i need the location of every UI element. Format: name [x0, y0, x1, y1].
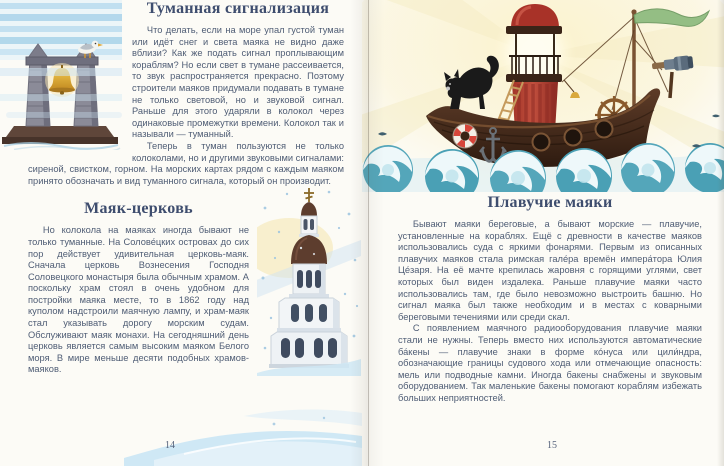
paragraph-floating-2: С появлением маячного радиооборудования плавучие маяки стали не нужны. Теперь вместо них используются автоматические ба́кены — плавучие знаки в форме ко́нуса или цили́ндра, обозначающие границы судового хода или отмечающие опасность: мель или подводные камни. Иногда бакены снабжены и звуковым оборудованием. Так маленькие бакены помогают кораблям избежать больших неприятностей.: [398, 323, 702, 403]
church-lighthouse-illustration: [257, 186, 361, 376]
church-drum: [289, 264, 329, 298]
section-title-church-lighthouse: Маяк-церковь: [84, 200, 193, 218]
porthole: [533, 134, 550, 151]
page-number-left: 14: [165, 440, 175, 451]
lantern-cupola: [299, 202, 319, 237]
monument-base: [6, 126, 114, 137]
page-right: [362, 0, 724, 466]
church-mid-tier: [277, 298, 341, 332]
water-lines: [4, 143, 120, 150]
lifebuoy: [453, 124, 477, 148]
paragraph-fog-2: Теперь в туман пользуются не только колоколами, но и другими звуковыми сигналами: сиреной, свистком, горном. На морских картах рядом с каждым маяком принято обозначать и вид туманного сигнала, который он производит.: [28, 140, 344, 186]
lightship-illustration: [362, 0, 724, 192]
church-lower-tier: [269, 332, 349, 368]
section-church: [28, 200, 344, 376]
porthole: [565, 129, 582, 146]
fog-bands: [0, 0, 122, 60]
page-number-right: 15: [547, 440, 557, 451]
section-title-floating-lighthouses: Плавучие маяки: [487, 194, 613, 211]
left-page-content: [0, 0, 362, 376]
section-title-fog-signaling: Туманная сигнализация: [146, 0, 330, 17]
paragraph-fog-1: Что делать, если на море упал густой туман или идёт снег и света маяка не видно даже вблизи? Как же подать сигнал проплывающим кораблям? Но если свет в тумане рассеивается, то звук распространяется прекрасно. Поэтому строители маяков придумали подавать в тумане не только световой, но и звуковой сигнал. Раньше для этого ударяли в колокол через одинаковые промежутки времени. Колокол так и называли — туманный.: [132, 25, 344, 140]
fog-bell-illustration: [0, 0, 122, 150]
porthole: [596, 121, 613, 138]
cross: [304, 188, 314, 202]
right-page-content: [362, 194, 724, 405]
paragraph-church-1: Но колокола на маяках иногда бывают не только туманные. На Солове́цких островах до сих пор действует удивительная церковь-маяк. Сначала церковь Вознесения Господня Соловецкого монастыря была обычным храмом. А поскольку храм стоял в очень удобном для постройки маяка месте, то в 1862 году над куполом надстроили маячную лампу, и храм-маяк стал указывать дорогу морским судам. Обслуживают маяк монахи. На сегодняшний день церковь является самым высоким маяком Белого моря. В мире меньше десяти подобных храмов-маяков.: [28, 225, 249, 375]
wave-decoration: [124, 406, 362, 466]
paragraph-floating-1: Бывают маяки береговые, а бывают морские — плавучие, установленные на кораблях. Ещё с древности в качестве маяков использовались суда с яркими фонарями. Первым из описанных плавучих маяков стала римская гале́ра времён импера́тора Юлия Це́заря. На её мачте крепилась жаровня с горящими углями, свет которых был виден издалека. Раньше плавучие маяки часто использовались там, где было невозможно выстроить башню. Но сигнал маяка был также необходим и в местах с коварными береговыми течениями или среди скал.: [398, 219, 702, 322]
